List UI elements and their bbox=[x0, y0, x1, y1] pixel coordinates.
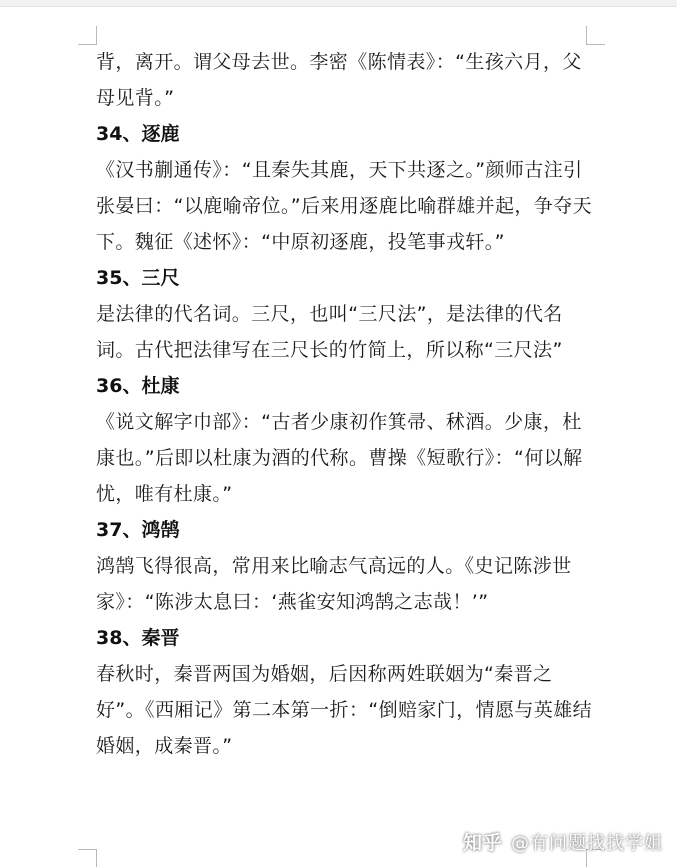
crop-mark-top-right bbox=[586, 26, 605, 45]
document-body bbox=[96, 44, 596, 764]
heading-38: 38、秦晋 bbox=[96, 627, 180, 649]
paragraph-36: 《说文解字巾部》：“古者少康初作箕帚、秫酒。少康，杜康也。”后即以杜康为酒的代称。曹操《短歌行》：“何以解忧，唯有杜康。” bbox=[96, 411, 583, 505]
paragraph-38: 春秋时，秦晋两国为婚姻，后因称两姓联姻为“秦晋之好”。《西厢记》第二本第一折：“倒赔家门，情愿与英雄结婚姻，成秦晋。” bbox=[96, 663, 592, 757]
heading-35: 35、三尺 bbox=[96, 267, 180, 289]
crop-mark-top-left bbox=[78, 26, 97, 45]
heading-37: 37、鸿鹄 bbox=[96, 519, 180, 541]
watermark-handle: @有问题找找学姐 bbox=[511, 832, 663, 854]
crop-mark-bottom-left bbox=[78, 849, 97, 867]
heading-36: 36、杜康 bbox=[96, 375, 180, 397]
paragraph-35: 是法律的代名词。三尺，也叫“三尺法”，是法律的代名词。古代把法律写在三尺长的竹简上，所以称“三尺法” bbox=[96, 303, 563, 361]
heading-34: 34、逐鹿 bbox=[96, 123, 180, 145]
paragraph-34: 《汉书蒯通传》：“且秦失其鹿，天下共逐之。”颜师古注引张晏曰：“以鹿喻帝位。”后来用逐鹿比喻群雄并起，争夺天下。魏征《述怀》：“中原初逐鹿，投笔事戎轩。” bbox=[96, 159, 592, 253]
paragraph-intro: 背，离开。谓父母去世。李密《陈情表》：“生孩六月，父母见背。” bbox=[96, 51, 582, 109]
top-toolbar-edge bbox=[0, 0, 677, 7]
paragraph-37: 鸿鹄飞得很高，常用来比喻志气高远的人。《史记陈涉世家》：“陈涉太息曰：‘燕雀安知鸿鹄之志哉！’” bbox=[96, 555, 572, 613]
watermark-brand: 知乎 bbox=[462, 832, 503, 854]
zhihu-watermark bbox=[463, 828, 663, 855]
